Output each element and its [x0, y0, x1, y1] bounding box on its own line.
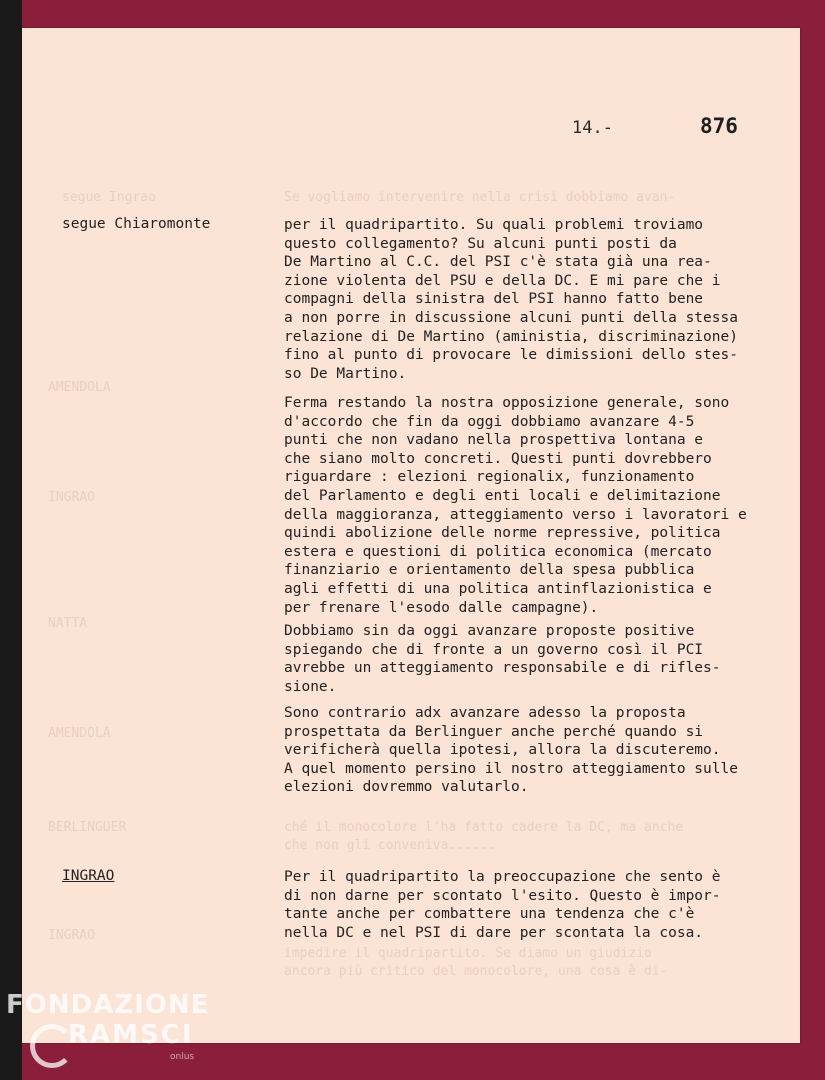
- speaker-label: INGRAO: [62, 868, 115, 884]
- bleed-label: BERLINGUER: [48, 820, 127, 835]
- watermark-line1: FONDAZIONE: [6, 990, 210, 1020]
- paragraph: Ferma restando la nostra opposizione generale, sono d'accordo che fin da oggi dobbiamo avanzare 4-5 punti che non vadano nella prospettiva lontana e che siano molto concreti. Questi punti dovrebbero riguardare : elezioni regionalix, funzionamento del Parlamento e degli enti locali e delimitazione della maggioranza, atteggiamento verso i lavoratori e quindi abolizione delle norme repressive, politica estera e questioni di politica economica (mercato finanziario e orientamento della spesa pubblica agli effetti di una politica antinflazionistica e per frenare l'esodo dalle campagne).: [284, 395, 747, 616]
- paragraph: Sono contrario adx avanzare adesso la proposta prospettata da Berlinguer anche perché quando si verificherà quella ipotesi, allora la discuteremo. A quel momento persino il nostro atteggiamento sulle elezioni dovremmo valutarlo.: [284, 705, 738, 796]
- watermark-g-logo-icon: [30, 1024, 74, 1068]
- section-number: 14.-: [572, 118, 613, 138]
- watermark-line2: RAMSCI: [68, 1020, 194, 1050]
- paragraph: per il quadripartito. Su quali problemi troviamo questo collegamento? Su alcuni punti posti da De Martino al C.C. del PSI c'è stata già una rea- zione violenta del PSU e della DC. E mi pare che i compagni della sinistra del PSI hanno fatto bene a non porre in discussione alcuni punti della stessa relazione di De Martino (aministia, discriminazione) fino al punto di provocare le dimissioni dello stes- so De Martino.: [284, 217, 738, 382]
- bleed-line: Se vogliamo intervenire nella crisi dobbiamo avan-: [284, 190, 676, 205]
- document-page: [22, 28, 800, 1043]
- speaker-label: segue Chiaromonte: [62, 216, 211, 232]
- bleed-label: AMENDOLA: [48, 380, 111, 395]
- bleed-label: INGRAO: [48, 928, 95, 943]
- paragraph: Per il quadripartito la preoccupazione che sento è di non darne per scontato l'esito. Questo è impor- tante anche per combattere una tendenza che c'è nella DC e nel PSI di dare per scontata la cosa.: [284, 869, 721, 941]
- page-number: 876: [700, 114, 738, 138]
- bleed-label: NATTA: [48, 616, 88, 631]
- bleed-label: AMENDOLA: [48, 726, 111, 741]
- bleed-label: segue Ingrao: [62, 190, 156, 205]
- bleed-line: ché il monocolore l'ha fatto cadere la DC, ma anche: [284, 820, 684, 835]
- bleed-line: che non gli conveniva......: [284, 838, 496, 853]
- scan-left-edge: [0, 0, 22, 1080]
- bleed-line: impedire il quadripartito. Se diamo un giudizio: [284, 946, 652, 961]
- paragraph: Dobbiamo sin da oggi avanzare proposte positive spiegando che di fronte a un governo così il PCI avrebbe un atteggiamento responsabile e di rifles- sione.: [284, 623, 721, 695]
- bleed-label: INGRAO: [48, 490, 95, 505]
- watermark-small: onlus: [170, 1052, 195, 1062]
- bleed-line: ancora più critico del monocolore, una cosa è di-: [284, 964, 668, 979]
